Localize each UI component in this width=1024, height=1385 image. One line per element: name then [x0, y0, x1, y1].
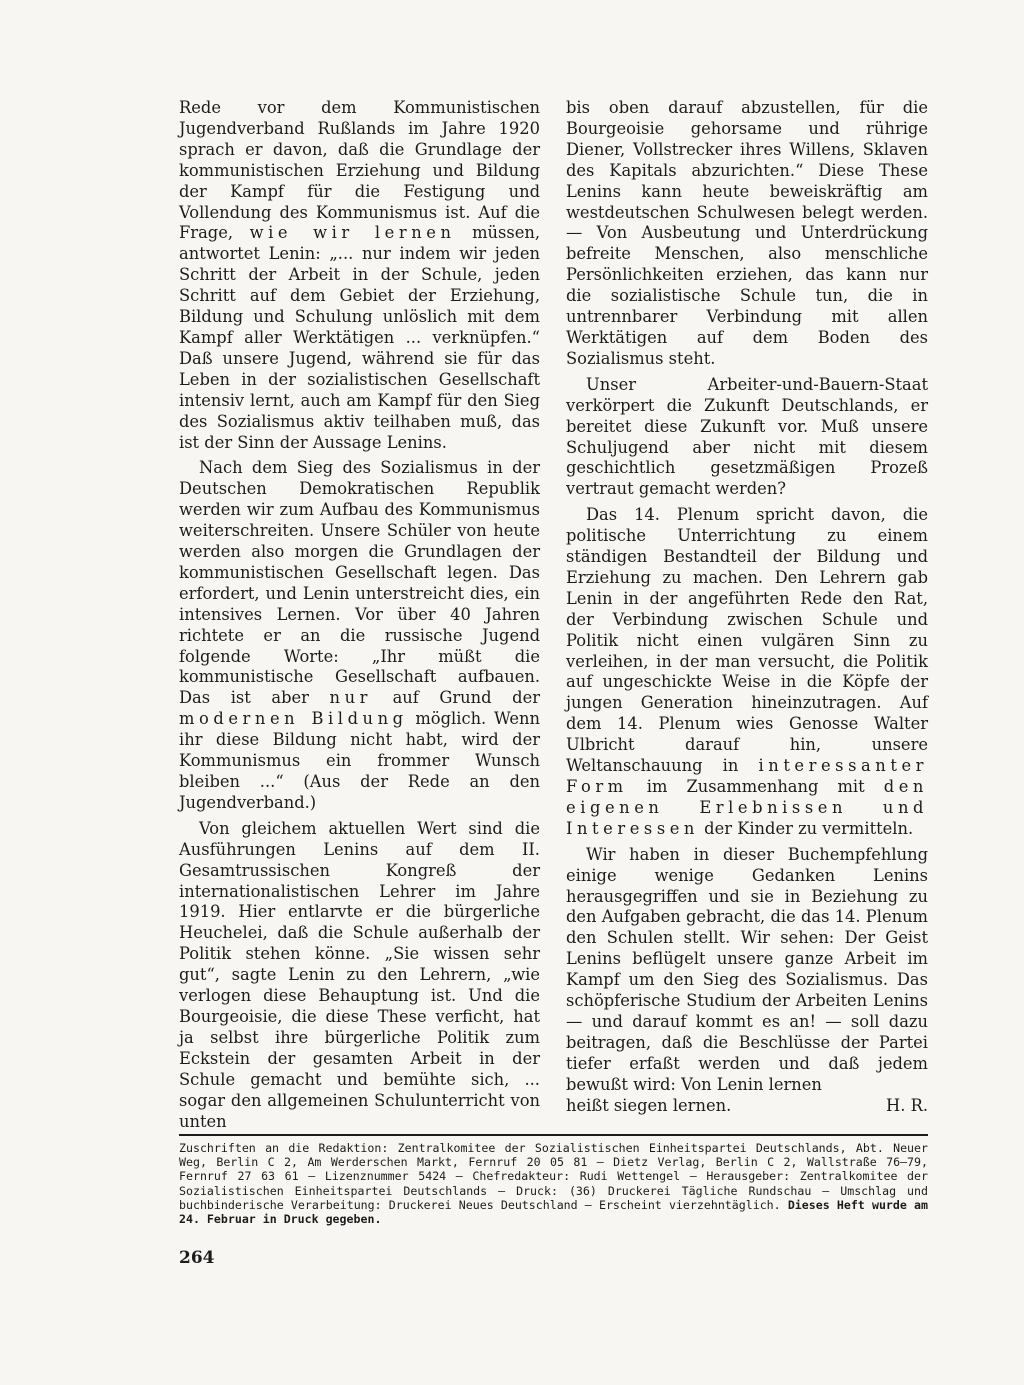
closing-text: heißt siegen lernen. — [566, 1095, 732, 1115]
imprint-print-date: Dieses Heft wurde am 24. Februar in Druck gegeben. — [179, 1197, 928, 1227]
imprint-text: Zuschriften an die Redaktion: Zentralkomitee der Sozialistischen Einheitspartei Deutschlands, Abt. Neuer Weg, Berlin C 2, Am Werderschen Markt, Fernruf 20 05 81 — Dietz Verlag, Berlin C 2, Wallstraße 76—79, Fernruf 27 63 61 — Lizenznummer 5424 — Chefredakteur: Rudi Wettengel — Herausgeber: Zentralkomitee der Sozialistischen Einheitspartei Deutschlands — Druck: (36) Druckerei Tägliche Rundschau — Umschlag und buchbinderische Verarbeitung: Druckerei Neues Deutschland — Erscheint vierzehntäglich. — [179, 1141, 928, 1212]
imprint — [179, 1141, 928, 1226]
paragraph: Nach dem Sieg des Sozialismus in der Deutschen Demokratischen Republik werden wir zum Aufbau des Kommunismus weiterschreiten. Unsere Schüler von heute werden also morgen die Grundlagen der kommunistischen Gesellschaft legen. Das erfordert, und Lenin unterstreicht dies, ein intensives Lernen. Vor über 40 Jahren richtete er an die russische Jugend folgende Worte: „Ihr müßt die kommunistische Gesellschaft aufbauen. Das ist aber nur auf Grund der modernen Bildung möglich. Wenn ihr diese Bildung nicht habt, wird der Kommunismus ein frommer Wunsch bleiben ...“ (Aus der Rede an den Jugendverband.) — [179, 458, 540, 812]
page-number: 264 — [179, 1248, 215, 1268]
paragraph: Rede vor dem Kommunistischen Jugendverband Rußlands im Jahre 1920 sprach er davon, daß die Grundlage der kommunistischen Erziehung und Bildung der Kampf für die Festigung und Vollendung des Kommunismus ist. Auf die Frage, wie wir lernen müssen, antwortet Lenin: „... nur indem wir jeden Schritt der Arbeit in der Schule, jeden Schritt auf dem Gebiet der Erziehung, Bildung und Schulung unlöslich mit dem Kampf aller Werktätigen ... verknüpfen.“ Daß unsere Jugend, während sie für das Leben in der sozialistischen Gesellschaft intensiv lernt, auch am Kampf für den Sieg des Sozialismus aktiv teilhaben muß, das ist der Sinn der Aussage Lenins. — [179, 98, 540, 452]
paragraph: Wir haben in dieser Buchempfehlung einige wenige Gedanken Lenins herausgegriffen und sie in Beziehung zu den Aufgaben gebracht, die das 14. Plenum den Schulen stellt. Wir sehen: Der Geist Lenins beflügelt unsere ganze Arbeit im Kampf um den Sieg des Sozialismus. Das schöpferische Studium der Arbeiten Lenins — und darauf kommt es an! — soll dazu beitragen, daß die Beschlüsse der Partei tiefer erfaßt werden und daß jedem bewußt wird: Von Lenin lernen — [566, 844, 928, 1094]
left-column — [179, 98, 540, 1132]
divider — [179, 1134, 928, 1136]
paragraph: bis oben darauf abzustellen, für die Bourgeoisie gehorsame und rührige Diener, Vollstrecker ihres Willens, Sklaven des Kapitals abzurichten.“ Diese These Lenins kann heute beweiskräftig am westdeutschen Schulwesen belegt werden. — Von Ausbeutung und Unterdrückung befreite Menschen, also menschliche Persönlichkeiten erziehen, das kann nur die sozialistische Schule tun, die in untrennbarer Verbindung mit allen Werktätigen auf dem Boden des Sozialismus steht. — [566, 98, 928, 368]
paragraph: Unser Arbeiter-und-Bauern-Staat verkörpert die Zukunft Deutschlands, er bereitet diese Zukunft vor. Muß unsere Schuljugend aber nicht mit diesem geschichtlich gesetzmäßigen Prozeß vertraut gemacht werden? — [566, 374, 928, 499]
right-column — [566, 98, 928, 1117]
closing-line — [566, 1096, 928, 1117]
author-signature: H. R. — [886, 1095, 928, 1115]
paragraph: Von gleichem aktuellen Wert sind die Ausführungen Lenins auf dem II. Gesamtrussischen Kongreß der internationalistischen Lehrer im Jahre 1919. Hier entlarvte er die bürgerliche Heuchelei, daß die Schule außerhalb der Politik stehen könne. „Sie wissen sehr gut“, sagte Lenin zu den Lehrern, „wie verlogen diese Behauptung ist. Und die Bourgeoisie, die diese These verficht, hat ja selbst ihre bürgerliche Politik zum Eckstein der gesamten Arbeit in der Schule gemacht und bemühte sich, ... sogar den allgemeinen Schulunterricht von unten — [179, 818, 540, 1131]
paragraph: Das 14. Plenum spricht davon, die politische Unterrichtung zu einem ständigen Bestandteil der Bildung und Erziehung zu machen. Den Lehrern gab Lenin in der angeführten Rede den Rat, der Verbindung zwischen Schule und Politik nicht einen vulgären Sinn zu verleihen, in der man versucht, die Politik auf ungeschickte Weise in die Köpfe der jungen Generation hineinzutragen. Auf dem 14. Plenum wies Genosse Walter Ulbricht darauf hin, unsere Weltanschauung in interessanter Form im Zusammenhang mit den eigenen Erlebnissen und Interessen der Kinder zu vermitteln. — [566, 505, 928, 838]
